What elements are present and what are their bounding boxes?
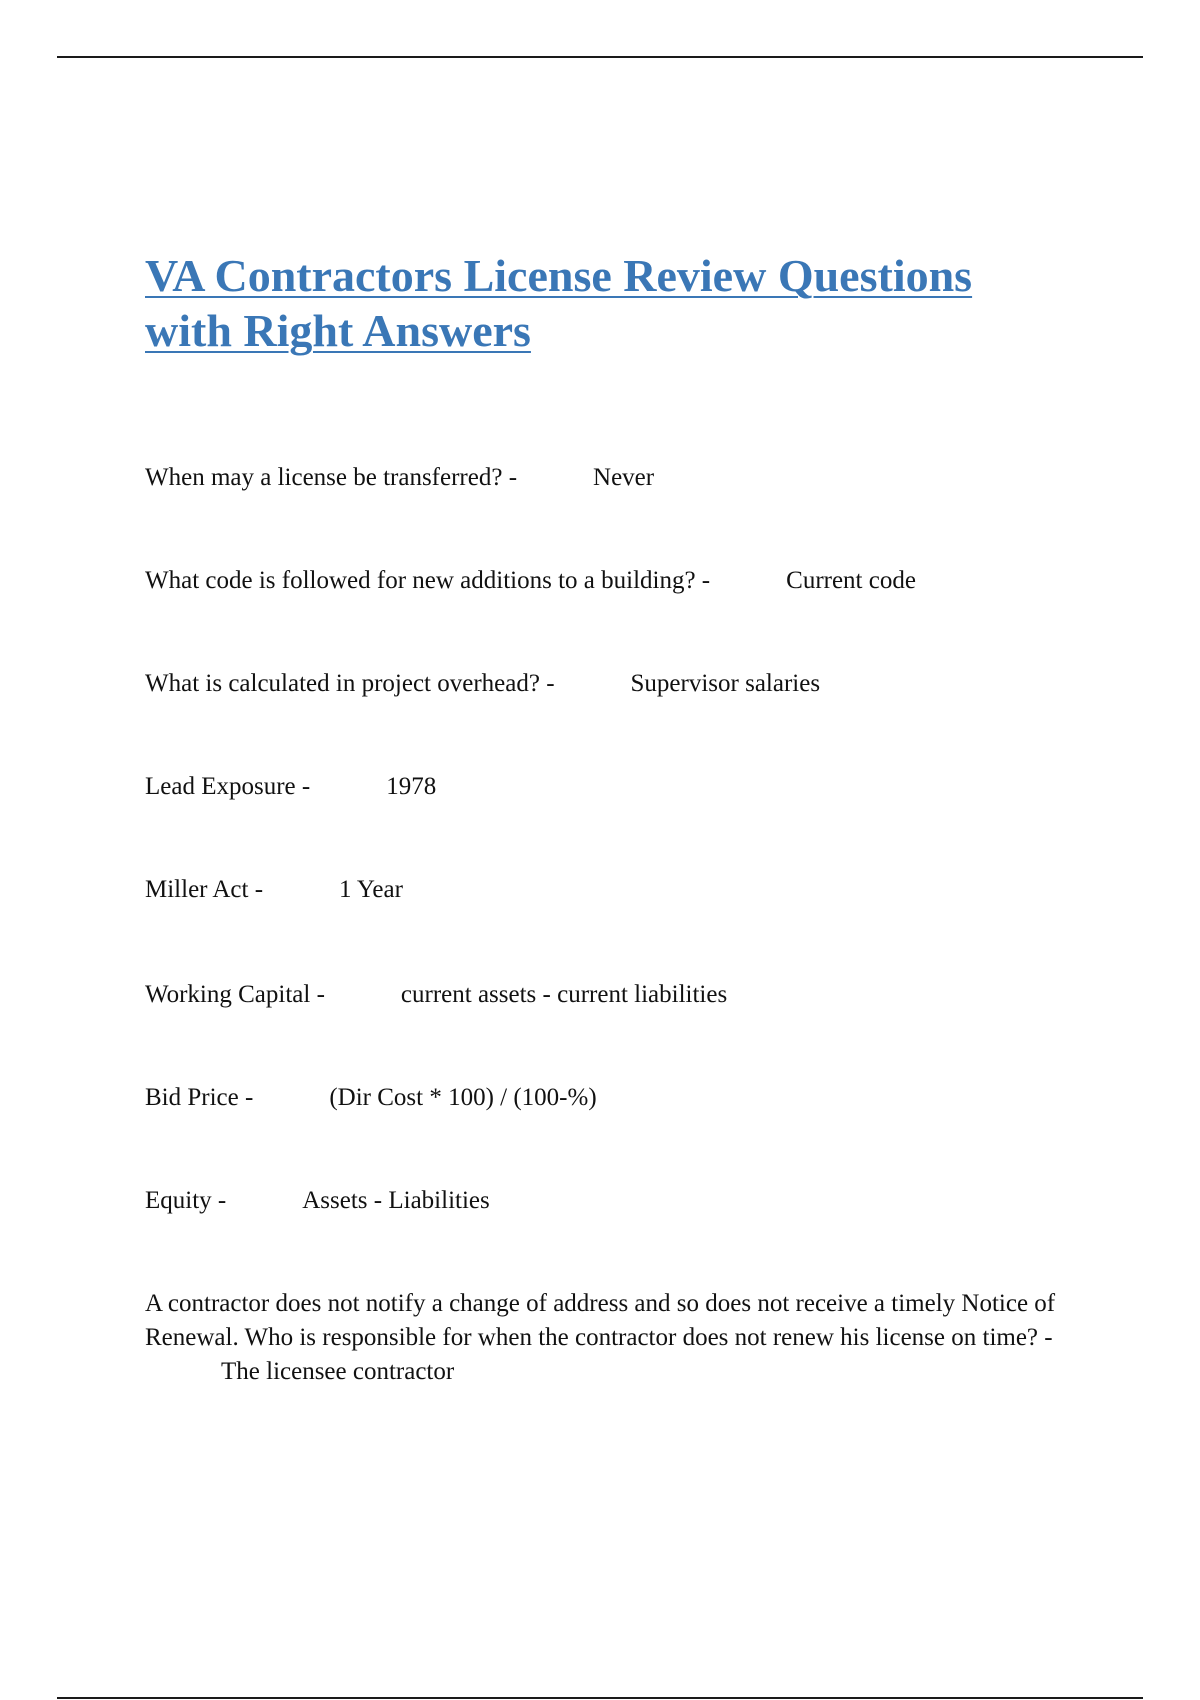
question-text: Miller Act - <box>145 876 264 903</box>
top-rule <box>57 56 1143 58</box>
answer-text: Supervisor salaries <box>630 670 821 697</box>
question-text: What is calculated in project overhead? - <box>145 670 555 697</box>
qa-item-2 <box>145 564 1090 598</box>
question-text: Bid Price - <box>145 1084 254 1111</box>
title-line-2: with Right Answers <box>145 305 531 356</box>
answer-text: current assets - current liabilities <box>400 981 728 1008</box>
question-text: Lead Exposure - <box>145 773 311 800</box>
question-text: What code is followed for new additions to a building? - <box>145 567 711 594</box>
answer-text: 1 Year <box>339 876 403 903</box>
answer-text: Current code <box>786 567 916 594</box>
answer-text: Assets - Liabilities <box>302 1187 490 1214</box>
answer-text: The licensee contractor <box>221 1358 455 1385</box>
answer-text: (Dir Cost * 100) / (100-%) <box>329 1084 597 1111</box>
qa-item-6 <box>145 978 1090 1012</box>
question-text: When may a license be transferred? - <box>145 464 518 491</box>
qa-item-4 <box>145 770 1090 804</box>
qa-item-3 <box>145 667 1090 701</box>
bottom-rule <box>57 1697 1143 1699</box>
question-text: Equity - <box>145 1187 227 1214</box>
question-text: A contractor does not notify a change of address and so does not receive a timely Notice of Renewal. Who is responsible for when the contractor does not renew his license on time? - <box>145 1290 1056 1351</box>
qa-item-1 <box>145 461 1090 495</box>
title-line-1: VA Contractors License Review Questions <box>145 250 973 301</box>
qa-item-5 <box>145 873 1090 907</box>
qa-item-8 <box>145 1184 1090 1218</box>
page-title[interactable] <box>145 248 1095 358</box>
answer-text: Never <box>593 464 655 491</box>
qa-item-9 <box>145 1287 1090 1389</box>
qa-item-7 <box>145 1081 1090 1115</box>
question-text: Working Capital - <box>145 981 325 1008</box>
answer-text: 1978 <box>386 773 437 800</box>
